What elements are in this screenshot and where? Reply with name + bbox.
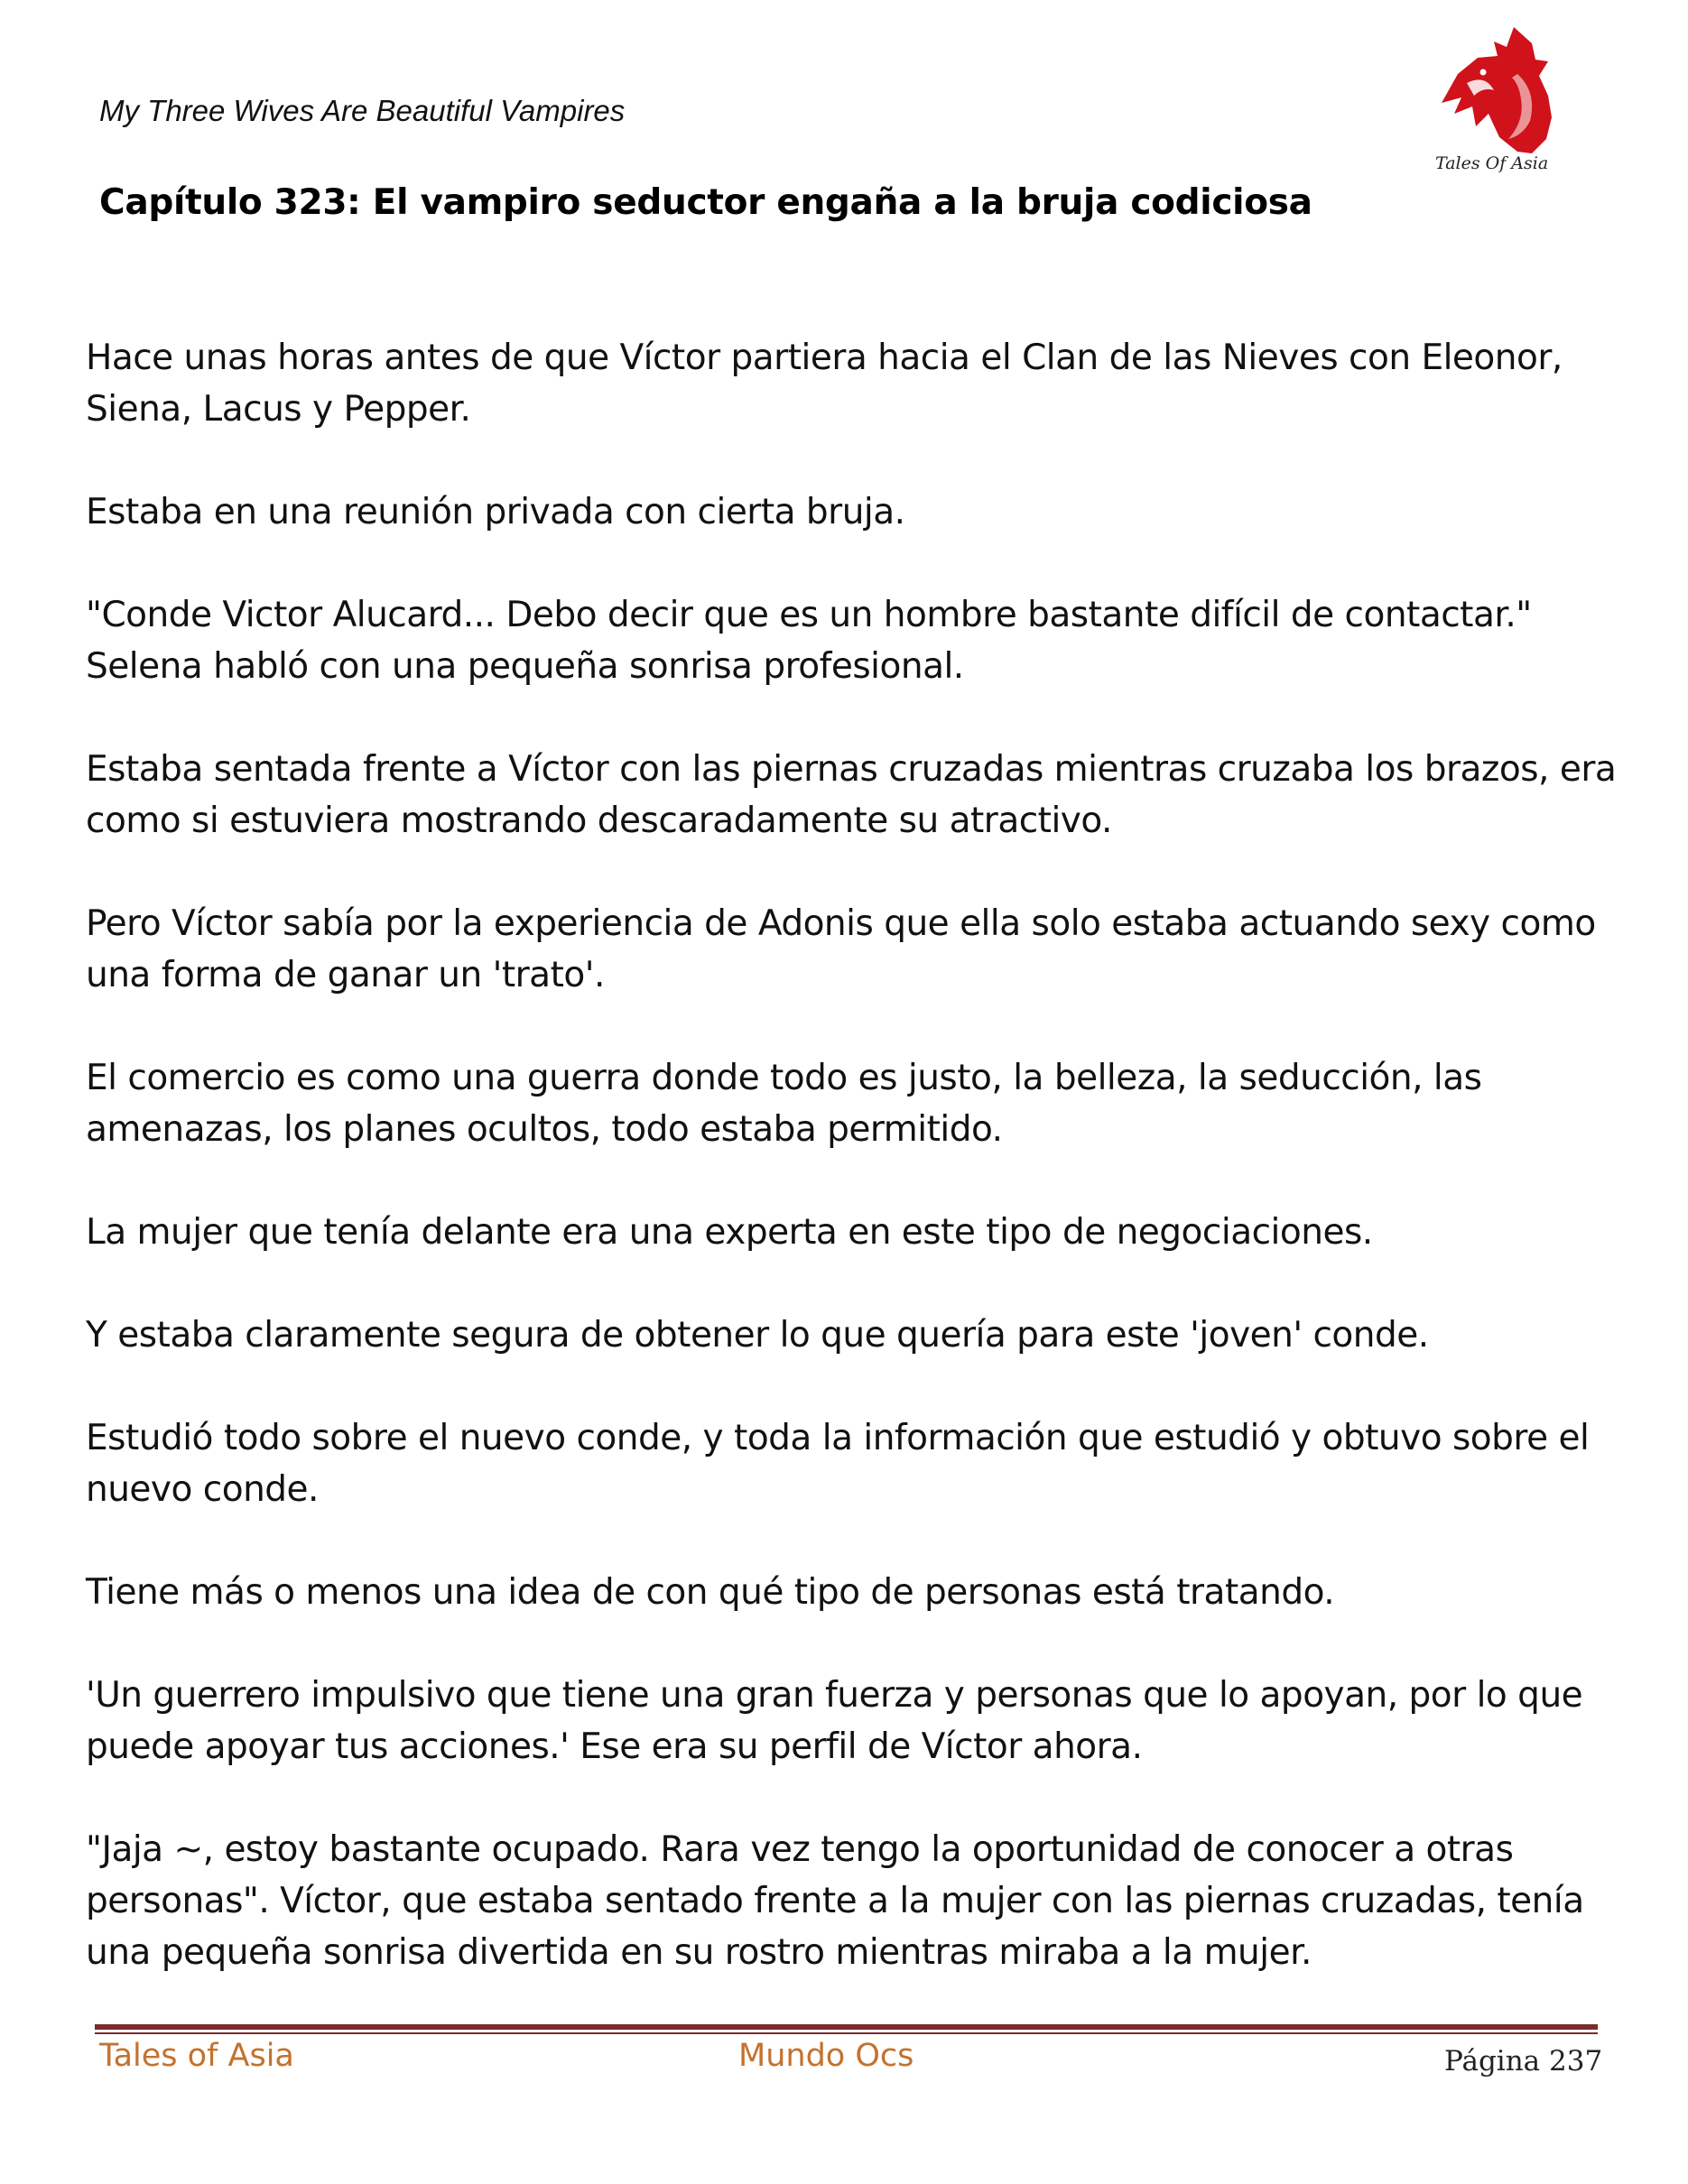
paragraph: Tiene más o menos una idea de con qué tipo de personas está tratando. xyxy=(86,1572,1335,1613)
paragraph: Hace unas horas antes de que Víctor partiera hacia el Clan de las Nieves con Eleonor, Siena, Lacus y Pepper. xyxy=(86,338,1563,430)
paragraph: Y estaba claramente segura de obtener lo que quería para este 'joven' conde. xyxy=(86,1315,1429,1356)
paragraph: "Conde Victor Alucard... Debo decir que es un hombre bastante difícil de contactar." Selena habló con una pequeña sonrisa profesional. xyxy=(86,595,1532,687)
logo-text: Tales Of Asia xyxy=(1435,153,1549,173)
chapter-title: Capítulo 323: El vampiro seductor engaña a la bruja codiciosa xyxy=(99,182,1312,223)
paragraph: "Jaja ~, estoy bastante ocupado. Rara vez tengo la oportunidad de conocer a otras personas". Víctor, que estaba sentado frente a la mujer con las piernas cruzadas, tenía una pequeña sonrisa divertida en su rostro mientras miraba a la mujer. xyxy=(86,1829,1584,1973)
footer-site-name: Tales of Asia xyxy=(99,2038,294,2074)
footer-source: Mundo Ocs xyxy=(738,2038,914,2074)
paragraph: La mujer que tenía delante era una experta en este tipo de negociaciones. xyxy=(86,1212,1373,1253)
page-number: Página 237 xyxy=(1444,2045,1603,2078)
paragraph: 'Un guerrero impulsivo que tiene una gran fuerza y personas que lo apoyan, por lo que puede apoyar tus acciones.' Ese era su perfil de Víctor ahora. xyxy=(86,1675,1583,1767)
footer-divider xyxy=(95,2024,1598,2030)
paragraph: Estaba en una reunión privada con cierta bruja. xyxy=(86,492,905,532)
chapter-body xyxy=(86,332,1620,2030)
footer-divider-thin xyxy=(95,2032,1598,2034)
paragraph: Estudió todo sobre el nuevo conde, y toda la información que estudió y obtuvo sobre el nuevo conde. xyxy=(86,1418,1590,1510)
book-title: My Three Wives Are Beautiful Vampires xyxy=(99,94,626,127)
paragraph: Pero Víctor sabía por la experiencia de Adonis que ella solo estaba actuando sexy como una forma de ganar un 'trato'. xyxy=(86,903,1596,995)
paragraph: Estaba sentada frente a Víctor con las piernas cruzadas mientras cruzaba los brazos, era como si estuviera mostrando descaradamente su atractivo. xyxy=(86,749,1617,841)
paragraph: El comercio es como una guerra donde todo es justo, la belleza, la seducción, las amenazas, los planes ocultos, todo estaba permitido. xyxy=(86,1058,1482,1150)
